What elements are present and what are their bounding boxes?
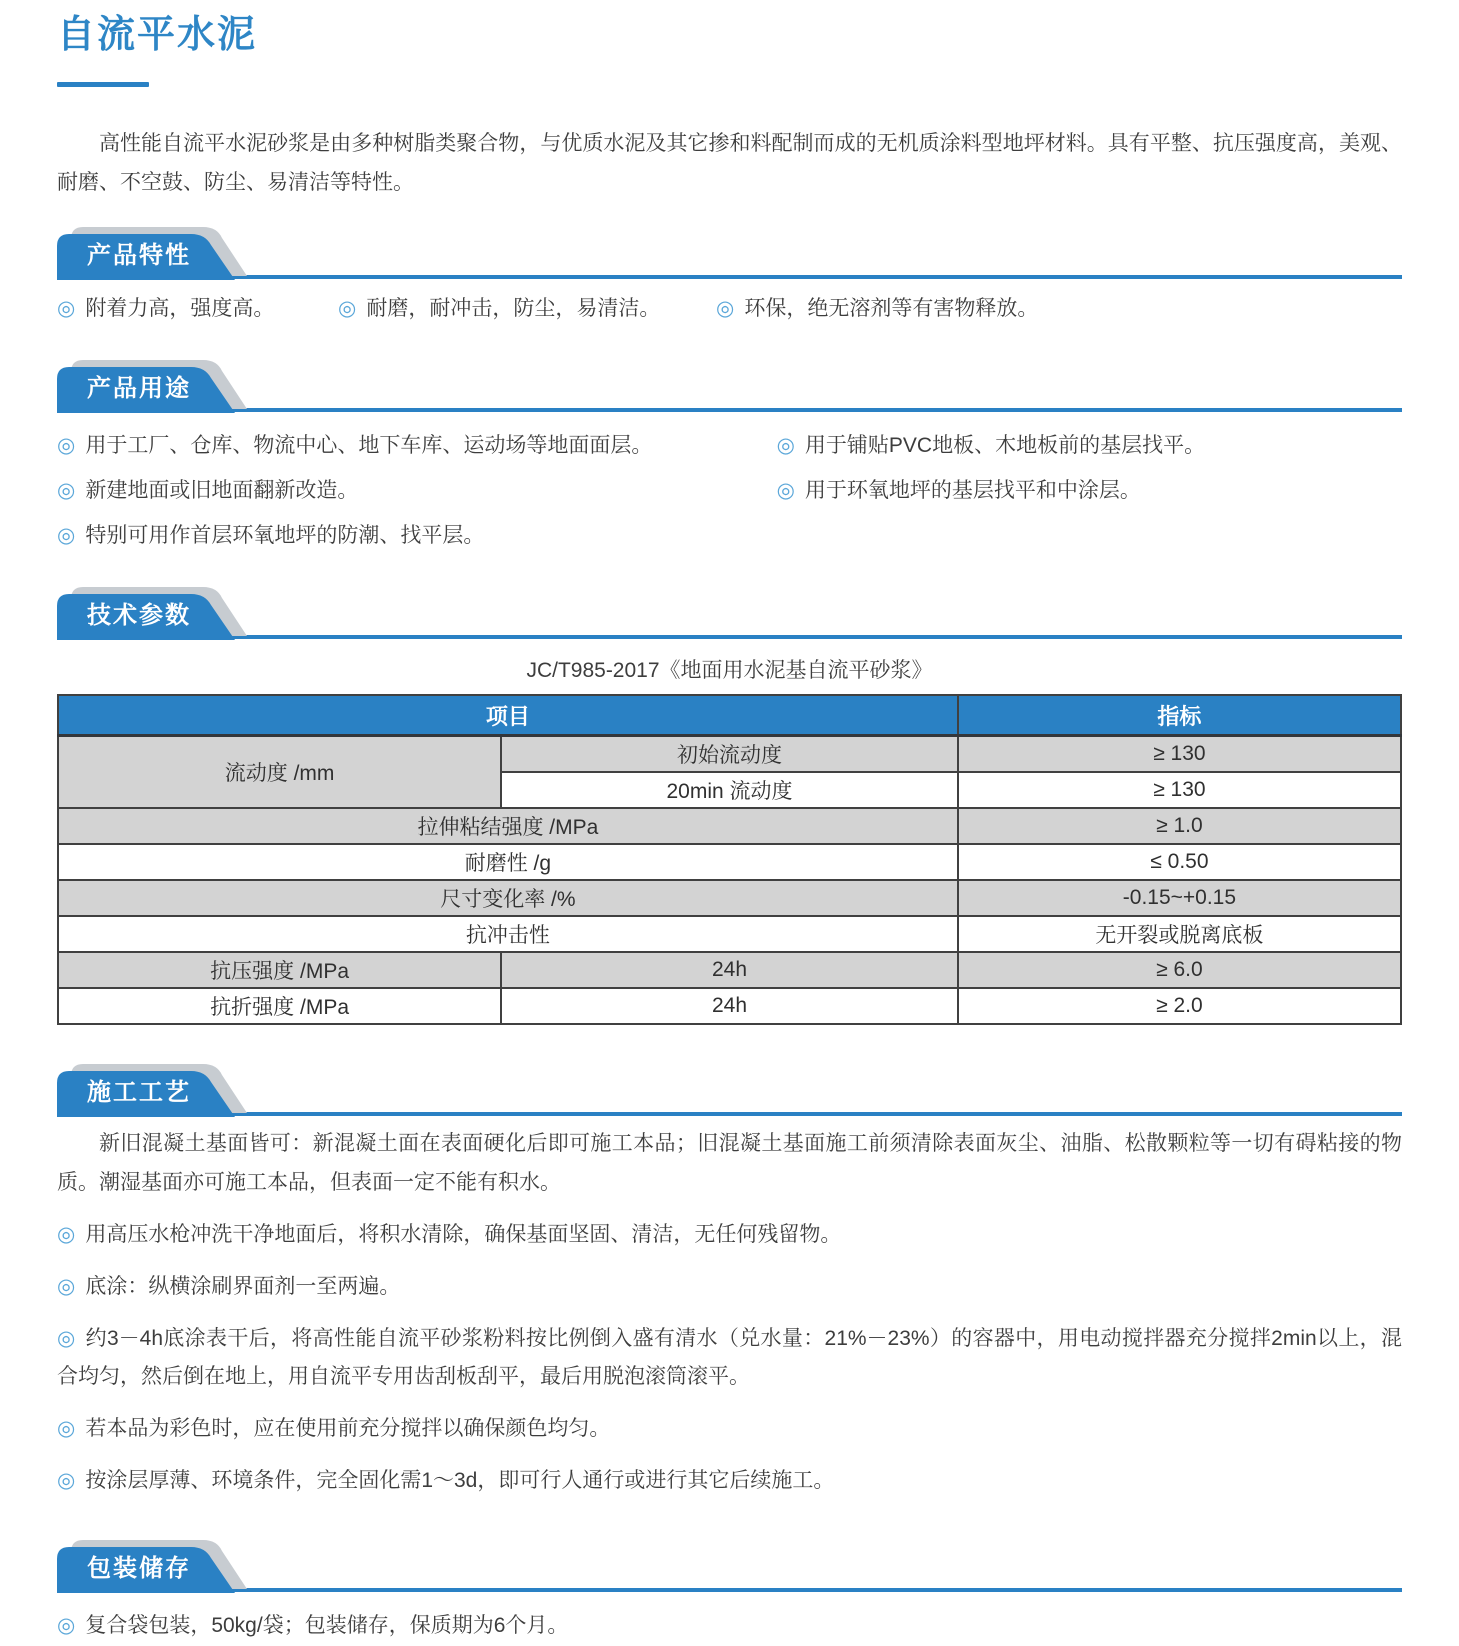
specs-table (57, 694, 1402, 1026)
table-cell: -0.15~+0.15 (958, 880, 1401, 916)
bullet-icon: ◎ (716, 297, 735, 321)
list-item (57, 1268, 1402, 1307)
table-cell: ≥ 1.0 (958, 808, 1401, 844)
table-row (58, 736, 1401, 773)
list-item (57, 1320, 1402, 1398)
table-cell: 抗冲击性 (58, 916, 958, 952)
section-header-specs (57, 584, 1402, 640)
table-row (58, 916, 1401, 952)
table-cell: ≥ 130 (958, 736, 1401, 773)
bullet-icon: ◎ (57, 434, 76, 458)
table-cell: 初始流动度 (501, 736, 958, 773)
section-badge (57, 224, 247, 280)
uses-right-column (777, 421, 1402, 556)
list-item-text: 附着力高，强度高。 (85, 297, 275, 321)
process-paragraph: 新旧混凝土基面皆可：新混凝土面在表面硬化后即可施工本品；旧混凝土基面施工前须清除表面灰尘、油脂、松散颗粒等一切有碍粘接的物质。潮湿基面亦可施工本品，但表面一定不能有积水。 (57, 1132, 1402, 1195)
bullet-icon: ◎ (57, 1326, 76, 1350)
table-cell: 抗折强度 /MPa (58, 988, 501, 1024)
list-item (338, 290, 716, 329)
section-header-packaging (57, 1537, 1402, 1593)
table-cell: 尺寸变化率 /% (58, 880, 958, 916)
list-item-text: 用于工厂、仓库、物流中心、地下车库、运动场等地面面层。 (85, 434, 653, 458)
list-item-text: 若本品为彩色时，应在使用前充分搅拌以确保颜色均匀。 (85, 1417, 611, 1441)
table-cell: 20min 流动度 (501, 772, 958, 808)
list-item (57, 517, 777, 556)
list-item-text: 耐磨，耐冲击，防尘，易清洁。 (366, 297, 661, 321)
section-title: 产品特性 (87, 242, 191, 270)
section-header-uses (57, 357, 1402, 413)
section-header-process (57, 1061, 1402, 1117)
bullet-icon: ◎ (57, 297, 76, 321)
table-cell: 耐磨性 /g (58, 844, 958, 880)
section-features (57, 224, 1402, 329)
section-title: 产品用途 (87, 375, 191, 403)
table-cell: 抗压强度 /MPa (58, 952, 501, 988)
bullet-icon: ◎ (776, 479, 795, 503)
title-underline (57, 82, 149, 87)
table-cell: 24h (501, 952, 958, 988)
list-item-text: 底涂：纵横涂刷界面剂一至两遍。 (85, 1274, 401, 1298)
list-item-text: 复合袋包装，50kg/袋；包装储存，保质期为6个月。 (85, 1614, 569, 1637)
specs-table-caption: JC/T985-2017《地面用水泥基自流平砂浆》 (526, 658, 933, 682)
list-item-text: 环保，绝无溶剂等有害物释放。 (744, 297, 1039, 321)
bullet-icon: ◎ (57, 1417, 76, 1441)
section-rule (57, 1112, 1402, 1116)
list-item (57, 1607, 1402, 1646)
list-item (777, 472, 1402, 511)
list-item (57, 1410, 1402, 1449)
list-item-text: 特别可用作首层环氧地坪的防潮、找平层。 (85, 523, 485, 547)
section-badge (57, 1061, 247, 1117)
section-header-features (57, 224, 1402, 280)
section-rule (57, 635, 1402, 639)
page-title: 自流平水泥 (57, 14, 258, 56)
table-row (58, 808, 1401, 844)
section-process (57, 1061, 1402, 1501)
section-badge (57, 357, 247, 413)
bullet-icon: ◎ (57, 1222, 76, 1246)
uses-left-column (57, 421, 777, 556)
uses-list (57, 421, 1402, 556)
table-row (58, 952, 1401, 988)
section-rule (57, 408, 1402, 412)
bullet-icon: ◎ (776, 434, 795, 458)
list-item (716, 290, 1402, 329)
list-item-text: 用于铺贴PVC地板、木地板前的基层找平。 (804, 434, 1206, 458)
intro-paragraph: 高性能自流平水泥砂浆是由多种树脂类聚合物，与优质水泥及其它掺和料配制而成的无机质涂料型地坪材料。具有平整、抗压强度高，美观、耐磨、不空鼓、防尘、易清洁等特性。 (57, 131, 1402, 194)
section-badge (57, 1537, 247, 1593)
section-uses (57, 357, 1402, 556)
section-rule (57, 275, 1402, 279)
table-header-row (58, 695, 1401, 736)
list-item-text: 按涂层厚薄、环境条件，完全固化需1～3d，即可行人通行或进行其它后续施工。 (85, 1469, 835, 1493)
table-header-item: 项目 (58, 695, 958, 736)
table-cell: ≤ 0.50 (958, 844, 1401, 880)
list-item (777, 427, 1402, 466)
section-badge (57, 584, 247, 640)
table-cell: ≥ 2.0 (958, 988, 1401, 1024)
section-title: 施工工艺 (87, 1079, 191, 1107)
list-item-text: 约3－4h底涂表干后，将高性能自流平砂浆粉料按比例倒入盛有清水（兑水量：21%－23%）的容器中，用电动搅拌器充分搅拌2min以上，混合均匀，然后倒在地上，用自流平专用齿刮板刮平，最后用脱泡滚筒滚平。 (57, 1326, 1402, 1389)
list-item-text: 用高压水枪冲洗干净地面后，将积水清除，确保基面坚固、清洁，无任何残留物。 (85, 1222, 842, 1246)
bullet-icon: ◎ (57, 1274, 76, 1298)
table-header-index: 指标 (958, 695, 1401, 736)
table-cell: ≥ 6.0 (958, 952, 1401, 988)
bullet-icon: ◎ (57, 1614, 76, 1637)
list-item (57, 472, 777, 511)
list-item (57, 290, 338, 329)
table-cell: 无开裂或脱离底板 (958, 916, 1401, 952)
list-item-text: 用于环氧地坪的基层找平和中涂层。 (804, 479, 1141, 503)
table-cell: 流动度 /mm (58, 736, 501, 809)
table-cell: ≥ 130 (958, 772, 1401, 808)
list-item (57, 427, 777, 466)
table-row (58, 844, 1401, 880)
table-cell: 24h (501, 988, 958, 1024)
table-row (58, 988, 1401, 1024)
bullet-icon: ◎ (338, 297, 357, 321)
section-rule (57, 1588, 1402, 1592)
table-row (58, 880, 1401, 916)
bullet-icon: ◎ (57, 1469, 76, 1493)
list-item (57, 1216, 1402, 1255)
section-title: 技术参数 (87, 601, 191, 629)
bullet-icon: ◎ (57, 479, 76, 503)
table-cell: 拉伸粘结强度 /MPa (58, 808, 958, 844)
list-item (57, 1462, 1402, 1501)
section-title: 包装储存 (87, 1555, 191, 1582)
section-packaging (57, 1537, 1402, 1646)
bullet-icon: ◎ (57, 523, 76, 547)
features-list (57, 290, 1402, 329)
list-item-text: 新建地面或旧地面翻新改造。 (85, 479, 359, 503)
section-specs (57, 584, 1402, 1026)
